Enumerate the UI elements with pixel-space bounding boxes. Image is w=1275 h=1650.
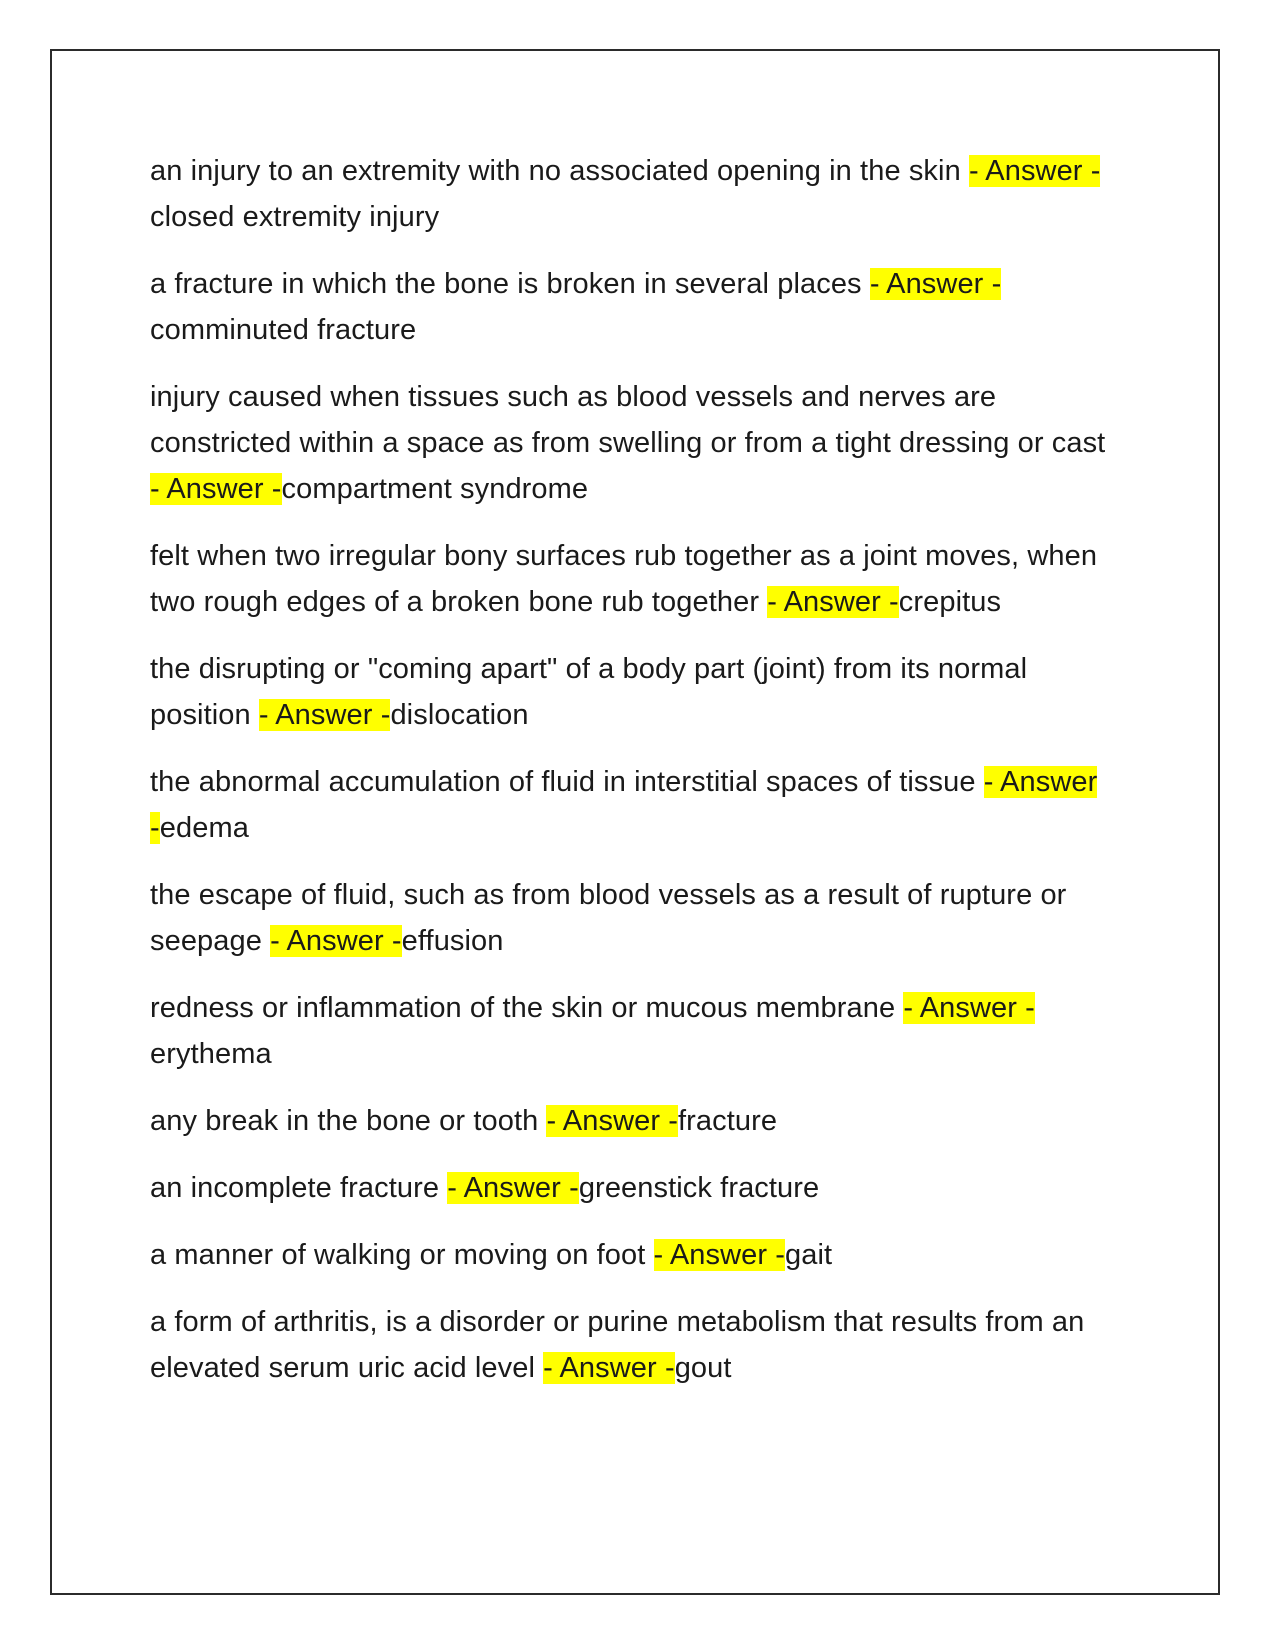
answer-separator: - Answer - xyxy=(150,473,282,505)
answer-text: edema xyxy=(159,812,249,844)
answer-separator: - Answer - xyxy=(968,155,1101,187)
question-text: an injury to an extremity with no associated opening in the skin xyxy=(150,155,969,187)
answer-separator: - Answer - xyxy=(258,699,391,731)
question-text: the escape of fluid, such as from blood vessels as a result of rupture or seepage xyxy=(150,879,1067,957)
question-text: a fracture in which the bone is broken in several places xyxy=(150,268,870,300)
question-text: injury caused when tissues such as blood vessels and nerves are constricted within a space as from swelling or from a tight dressing or cast xyxy=(150,381,1106,459)
qa-item xyxy=(150,1232,1115,1278)
qa-item xyxy=(150,533,1115,625)
qa-item xyxy=(150,1299,1115,1391)
answer-separator: - Answer - xyxy=(546,1105,679,1137)
question-text: any break in the bone or tooth xyxy=(150,1105,547,1137)
answer-separator: - Answer - xyxy=(767,586,899,618)
answer-separator: - Answer - xyxy=(270,925,402,957)
flashcard-list xyxy=(150,148,1115,1412)
answer-text: gait xyxy=(785,1239,833,1271)
qa-item xyxy=(150,1098,1115,1144)
answer-text: compartment syndrome xyxy=(281,473,589,505)
question-text: the disrupting or "coming apart" of a body part (joint) from its normal position xyxy=(150,653,1028,731)
qa-item xyxy=(150,261,1115,353)
answer-text: dislocation xyxy=(390,699,529,731)
question-text: redness or inflammation of the skin or mucous membrane xyxy=(150,992,904,1024)
answer-text: comminuted fracture xyxy=(150,314,417,346)
qa-item xyxy=(150,646,1115,738)
answer-separator: - Answer - xyxy=(869,268,1002,300)
answer-separator: - Answer - xyxy=(653,1239,786,1271)
qa-item xyxy=(150,759,1115,851)
answer-separator: - Answer - xyxy=(150,766,1098,844)
question-text: felt when two irregular bony surfaces rub together as a joint moves, when two rough edges of a broken bone rub together xyxy=(150,540,1098,618)
answer-text: erythema xyxy=(150,1038,272,1070)
answer-separator: - Answer - xyxy=(543,1352,675,1384)
question-text: a manner of walking or moving on foot xyxy=(150,1239,654,1271)
answer-text: crepitus xyxy=(898,586,1002,618)
question-text: the abnormal accumulation of fluid in interstitial spaces of tissue xyxy=(150,766,984,798)
qa-item xyxy=(150,985,1115,1077)
answer-separator: - Answer - xyxy=(447,1172,579,1204)
question-text: an incomplete fracture xyxy=(150,1172,448,1204)
qa-item xyxy=(150,148,1115,240)
qa-item xyxy=(150,872,1115,964)
answer-text: greenstick fracture xyxy=(578,1172,820,1204)
answer-separator: - Answer - xyxy=(903,992,1035,1024)
answer-text: effusion xyxy=(401,925,504,957)
qa-item xyxy=(150,1165,1115,1211)
answer-text: closed extremity injury xyxy=(150,201,440,233)
answer-text: fracture xyxy=(678,1105,778,1137)
question-text: a form of arthritis, is a disorder or purine metabolism that results from an elevated serum uric acid level xyxy=(150,1306,1085,1384)
qa-item xyxy=(150,374,1115,512)
answer-text: gout xyxy=(674,1352,732,1384)
